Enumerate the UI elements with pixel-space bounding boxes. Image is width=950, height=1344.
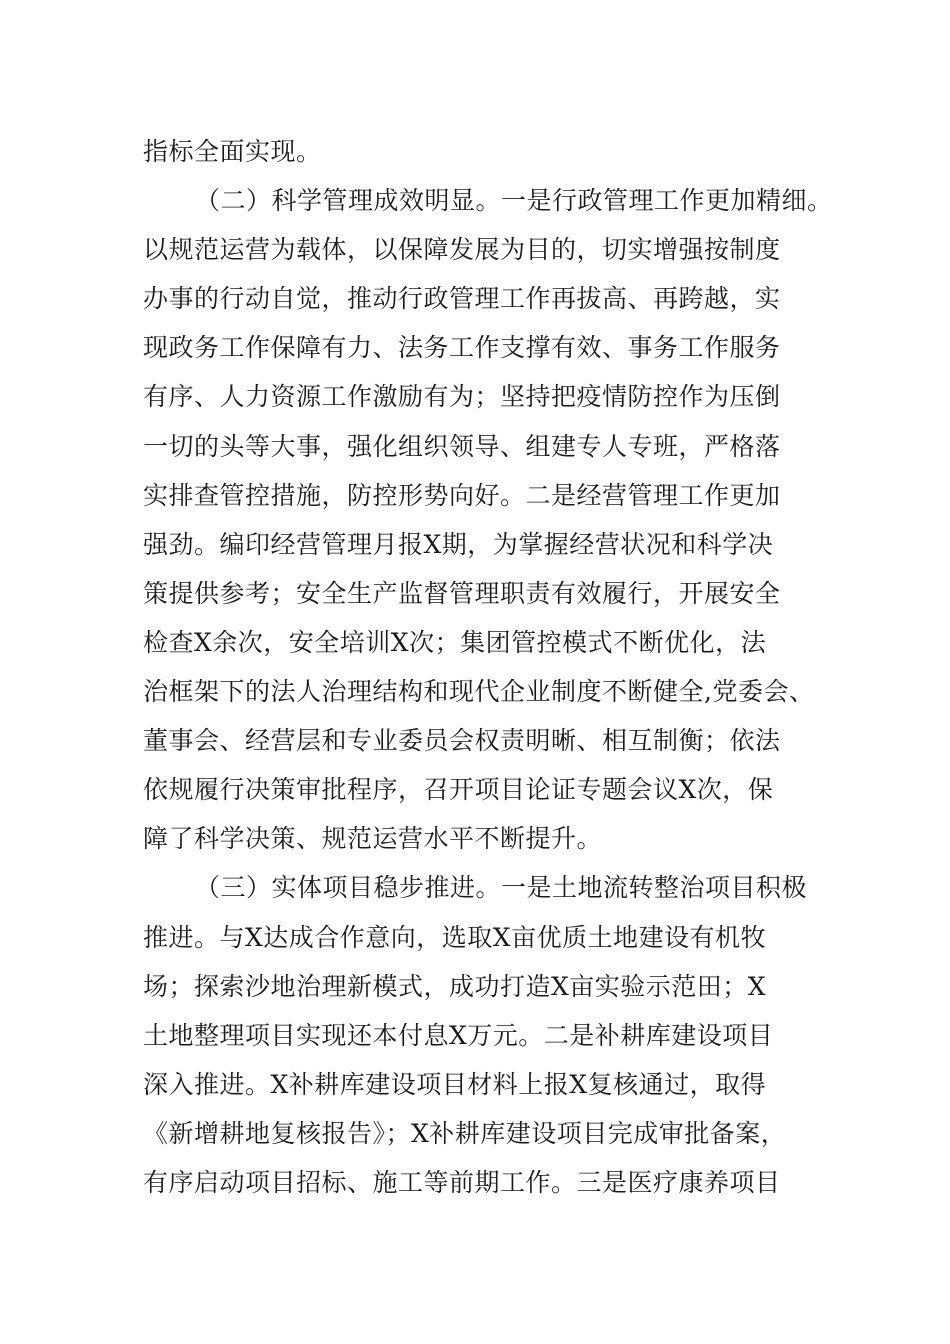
- text-line: 办事的行动自觉，推动行政管理工作再拔高、再跨越，实: [143, 284, 781, 314]
- text-line: 深入推进。X补耕库建设项目材料上报X复核通过，取得: [143, 1069, 767, 1099]
- text-line: 策提供参考；安全生产监督管理职责有效履行，开展安全: [143, 578, 781, 608]
- text-line: 检查X余次，安全培训X次；集团管控模式不断优化，法: [143, 627, 767, 657]
- text-line: 实排查管控措施，防控形势向好。二是经营管理工作更加: [143, 480, 781, 510]
- text-line: 场；探索沙地治理新模式，成功打造X亩实验示范田；X: [143, 971, 767, 1001]
- text-line: 以规范运营为载体，以保障发展为目的，切实增强按制度: [143, 235, 781, 265]
- text-line: 依规履行决策审批程序，召开项目论证专题会议X次，保: [143, 775, 774, 805]
- text-line: 现政务工作保障有力、法务工作支撑有效、事务工作服务: [143, 333, 781, 363]
- text-line: 推进。与X达成合作意向，选取X亩优质土地建设有机牧: [143, 922, 767, 952]
- text-line: （三）实体项目稳步推进。一是土地流转整治项目积极: [195, 873, 808, 903]
- text-line: 治框架下的法人治理结构和现代企业制度不断健全,党委会、: [143, 677, 815, 707]
- text-line: 强劲。编印经营管理月报X期，为掌握经营状况和科学决: [143, 529, 774, 559]
- text-line: 有序启动项目招标、施工等前期工作。三是医疗康养项目: [143, 1167, 781, 1197]
- text-line: 一切的头等大事，强化组织领导、组建专人专班，严格落: [143, 431, 781, 461]
- text-line: 土地整理项目实现还本付息X万元。二是补耕库建设项目: [143, 1020, 774, 1050]
- text-line: 董事会、经营层和专业委员会权责明晰、相互制衡；依法: [143, 726, 781, 756]
- text-line: 有序、人力资源工作激励有为；坚持把疫情防控作为压倒: [143, 382, 781, 412]
- text-line: 指标全面实现。: [143, 137, 322, 166]
- text-line: 障了科学决策、规范运营水平不断提升。: [143, 824, 603, 854]
- text-line: 《新增耕地复核报告》；X补耕库建设项目完成审批备案，: [143, 1118, 787, 1148]
- body-text: [143, 127, 833, 1207]
- text-line: （二）科学管理成效明显。一是行政管理工作更加精细。: [195, 186, 833, 216]
